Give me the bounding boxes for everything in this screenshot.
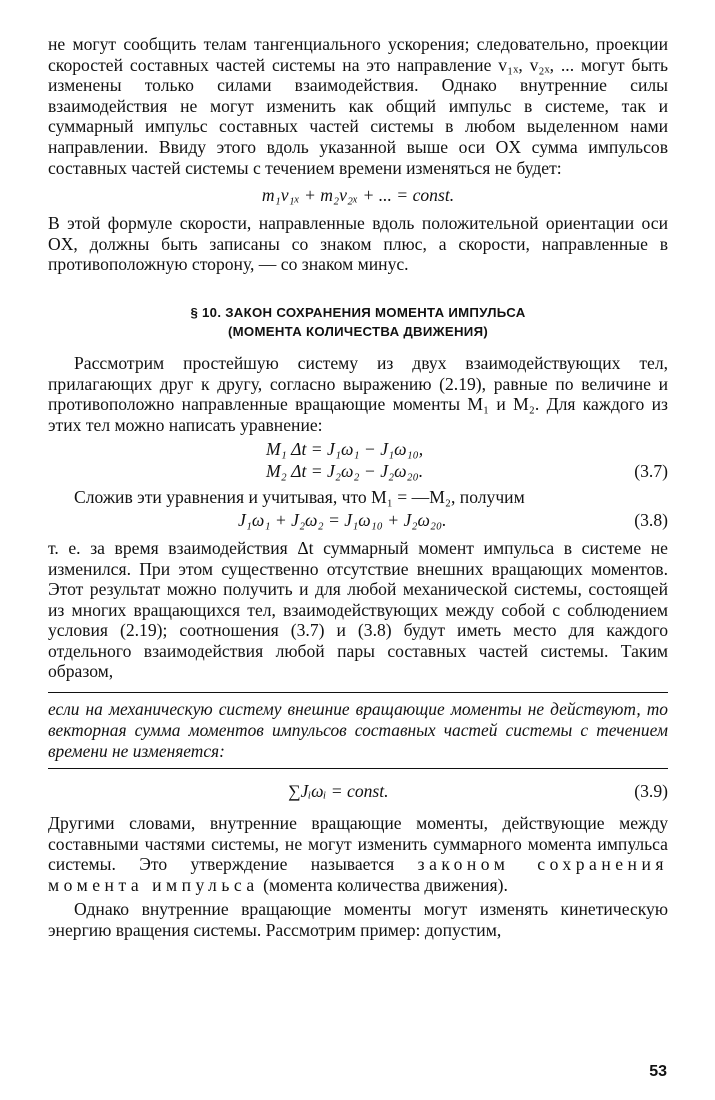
page-body <box>48 34 668 941</box>
paragraph-momentum-projections: не могут сообщить телам тангенциального ускорения; следовательно, проекции скоростей составных частей системы на это направление v₁ₓ, v₂ₓ, ... могут быть изменены только силами взаимодействия. Однако внутренние силы взаимодействия не могут изменить как общий импульс в системе, так и суммарный импульс составных частей системы в любом выделенном нами направлении. Ввиду этого вдоль указанной выше оси OX сумма импульсов составных частей системы с течением времени изменяться не будет: <box>48 34 668 178</box>
law-statement: если на механическую систему внешние вращающие моменты не действуют, то векторная сумма моментов импульсов составных частей системы с течением времени не изменяется: <box>48 699 668 762</box>
equation-3-7-line1: M₁ Δt = J₁ω₁ − J₁ω₁₀, <box>266 439 424 460</box>
equation-3-9-number: (3.9) <box>634 781 668 802</box>
section-heading-line1: § 10. ЗАКОН СОХРАНЕНИЯ МОМЕНТА ИМПУЛЬСА <box>190 304 526 320</box>
law-bottom-rule <box>48 768 668 769</box>
paragraph-sign-convention: В этой формуле скорости, направленные вдоль положительной ориентации оси OX, должны быть записаны со знаком плюс, а скорости, направленные в противоположную сторону, — со знаком минус. <box>48 213 668 275</box>
paragraph-adding-equations: Сложив эти уравнения и учитывая, что M₁ = —M₂, получим <box>74 487 525 508</box>
equation-3-7-number: (3.7) <box>634 461 668 482</box>
equation-3-8-number: (3.8) <box>634 509 668 530</box>
conservation-law-name: законом сохранения момента импульса <box>48 854 668 895</box>
page-number: 53 <box>649 1063 667 1080</box>
section-heading-line2: (МОМЕНТА КОЛИЧЕСТВА ДВИЖЕНИЯ) <box>227 323 489 339</box>
paragraph-two-bodies: Рассмотрим простейшую систему из двух взаимодействующих тел, прилагающих друг к другу, согласно выражению (2.19), равные по величине и противоположно направленные вращающие моменты M₁ и M₂. Для каждого из этих тел можно написать уравнение: <box>48 352 668 435</box>
equation-3-7 <box>48 439 668 483</box>
conservation-law-end: (момента количества движения). <box>263 874 508 895</box>
formula-momentum-sum <box>48 184 668 206</box>
equation-3-8 <box>48 510 668 534</box>
equation-3-9 <box>48 781 668 807</box>
paragraph-kinetic-energy: Однако внутренние вращающие моменты могут изменять кинетическую энергию вращения системы. Рассмотрим пример: допустим, <box>48 899 668 941</box>
conservation-law-start: Другими словами, внутренние вращающие моменты, действующие между составными частями системы, не могут изменить суммарного момента импульса системы. Это утверждение называется <box>48 813 668 875</box>
equation-3-9-text: ∑Jᵢωᵢ = const. <box>288 781 389 802</box>
formula-momentum-sum-text: m₁v₁ₓ + m₂v₂ₓ + ... = const. <box>261 185 455 206</box>
paragraph-conservation-law <box>48 813 668 895</box>
equation-3-7-line2: M₂ Δt = J₂ω₂ − J₂ω₂₀. <box>266 461 424 482</box>
paragraph-interaction-result: т. е. за время взаимодействия Δt суммарный момент импульса в системе не изменился. При этом существенно отсутствие внешних вращающих моментов. Этот результат можно получить и для любой механической системы, состоящей из многих вращающихся тел, взаимодействующих между собой с соблюдением условия (2.19); соотношения (3.7) и (3.8) будут иметь место для каждого отдельного взаимодействия любой пары составных частей системы. Таким образом, <box>48 537 668 682</box>
equation-3-8-text: J₁ω₁ + J₂ω₂ = J₁ω₁₀ + J₂ω₂₀. <box>238 509 447 530</box>
